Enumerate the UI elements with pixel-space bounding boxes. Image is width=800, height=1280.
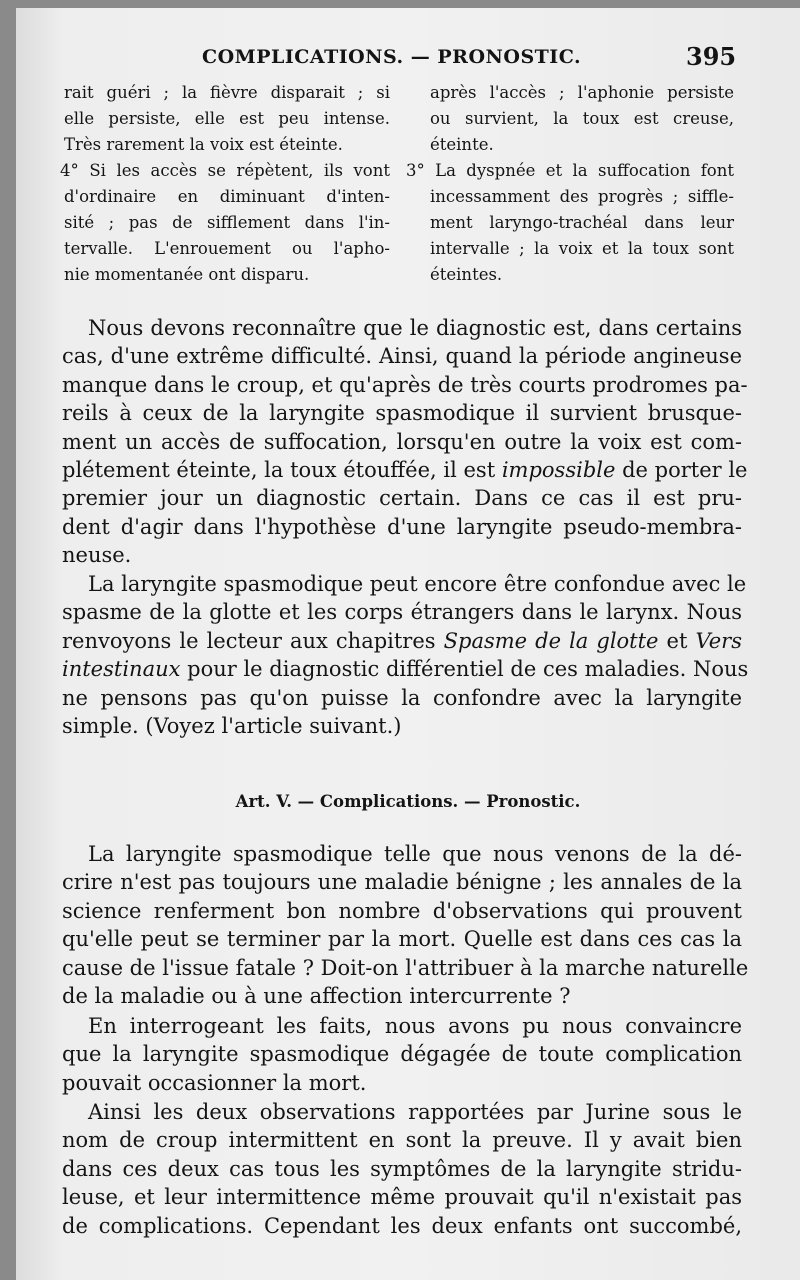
paragraph-jurine — [62, 1098, 742, 1240]
text-line: spasme de la glotte et les corps étrangers dans le larynx. Nous — [62, 600, 742, 625]
left-column-line: Très rarement la voix est éteinte. — [64, 135, 343, 154]
right-column-line: intervalle ; la voix et la toux sont — [430, 239, 734, 258]
text-span: renvoyons le lecteur aux chapitres — [62, 628, 436, 653]
left-column-line: rait guéri ; la fièvre disparait ; si — [64, 83, 390, 102]
text-line — [62, 655, 749, 683]
text-span: de porter le — [622, 457, 748, 482]
text-line: Nous devons reconnaître que le diagnostic est, dans certains — [88, 316, 742, 340]
left-column — [60, 80, 390, 288]
text-line: pouvait occasionner la mort. — [62, 1070, 367, 1095]
paragraph-differential — [62, 570, 749, 740]
text-line: reils à ceux de la laryngite spasmodique il survient brusque- — [62, 401, 742, 426]
text-line — [62, 456, 748, 484]
text-line: que la laryngite spasmodique dégagée de toute complication — [62, 1042, 742, 1067]
text-line: nom de croup intermittent en sont la preuve. Il y avait bien — [62, 1128, 742, 1153]
page-number: 395 — [686, 42, 737, 71]
text-line: cas, d'une extrême difficulté. Ainsi, quand la période angineuse — [62, 344, 742, 369]
text-line: de la maladie ou à une affection intercurrente ? — [62, 983, 571, 1008]
text-line: Ainsi les deux observations rapportées par Jurine sous le — [88, 1100, 742, 1124]
right-column-line: incessamment des progrès ; siffle- — [430, 187, 734, 206]
right-column-line: ment laryngo-trachéal dans leur — [430, 213, 734, 232]
running-title: COMPLICATIONS. — PRONOSTIC. — [202, 46, 582, 68]
right-column-line: éteinte. — [430, 135, 494, 154]
text-line: ne pensons pas qu'on puisse la confondre avec la laryngite — [62, 685, 742, 710]
left-column-line: tervalle. L'enrouement ou l'apho- — [64, 239, 390, 258]
text-line: dans ces deux cas tous les symptômes de la laryngite stridu- — [62, 1156, 742, 1181]
text-span: pour le diagnostic différentiel de ces maladies. Nous — [187, 657, 749, 682]
text-line: crire n'est pas toujours une maladie bénigne ; les annales de la — [62, 870, 742, 895]
italic-chapter-reference: Vers — [695, 628, 742, 653]
left-column-line: 4° Si les accès se répètent, ils vont — [60, 161, 390, 180]
text-line: neuse. — [62, 543, 132, 568]
text-line — [62, 627, 742, 655]
paragraph-facts — [62, 1012, 742, 1097]
text-line: simple. (Voyez l'article suivant.) — [62, 713, 402, 738]
text-line: En interrogeant les faits, nous avons pu nous convaincre — [88, 1014, 742, 1038]
text-line: cause de l'issue fatale ? Doit-on l'attribuer à la marche naturelle — [62, 955, 749, 980]
italic-chapter-reference: intestinaux — [62, 657, 181, 682]
left-column-line: nie momentanée ont disparu. — [64, 265, 310, 284]
article-heading: Art. V. — Complications. — Pronostic. — [235, 792, 581, 811]
left-column-line: d'ordinaire en diminuant d'inten- — [64, 187, 390, 206]
italic-chapter-reference: Spasme de la glotte — [443, 628, 659, 653]
text-line: La laryngite spasmodique peut encore être confondue avec le — [88, 572, 747, 596]
right-column — [390, 80, 734, 288]
text-line: dent d'agir dans l'hypothèse d'une laryngite pseudo-membra- — [62, 514, 742, 539]
text-line: manque dans le croup, et qu'après de très courts prodromes pa- — [62, 372, 748, 397]
text-span: plétement éteinte, la toux étouffée, il est — [62, 457, 496, 482]
left-column-line: sité ; pas de sifflement dans l'in- — [64, 213, 390, 232]
right-column-line: ou survient, la toux est creuse, — [430, 109, 734, 128]
left-column-line: elle persiste, elle est peu intense. — [64, 109, 390, 128]
paragraph-diagnostic-difficulty — [62, 314, 748, 570]
text-span: et — [666, 628, 688, 653]
text-line: qu'elle peut se terminer par la mort. Quelle est dans ces cas la — [62, 927, 742, 952]
text-line: de complications. Cependant les deux enfants ont succombé, — [62, 1213, 742, 1238]
page-header — [16, 38, 800, 78]
italic-emphasis: impossible — [501, 457, 616, 482]
text-line: leuse, et leur intermittence même prouvait qu'il n'existait pas — [62, 1185, 742, 1210]
text-line: La laryngite spasmodique telle que nous venons de la dé- — [88, 842, 742, 866]
right-column-line: après l'accès ; l'aphonie persiste — [430, 83, 734, 102]
book-page — [16, 8, 800, 1280]
text-line: premier jour un diagnostic certain. Dans ce cas il est pru- — [62, 486, 742, 511]
text-line: ment un accès de suffocation, lorsqu'en outre la voix est com- — [62, 429, 742, 454]
right-column-line: éteintes. — [430, 265, 503, 284]
text-line: science renferment bon nombre d'observations qui prouvent — [62, 898, 742, 923]
paragraph-prognosis — [62, 840, 749, 1010]
comparison-columns — [16, 80, 800, 290]
right-column-line: 3° La dyspnée et la suffocation font — [406, 161, 734, 180]
